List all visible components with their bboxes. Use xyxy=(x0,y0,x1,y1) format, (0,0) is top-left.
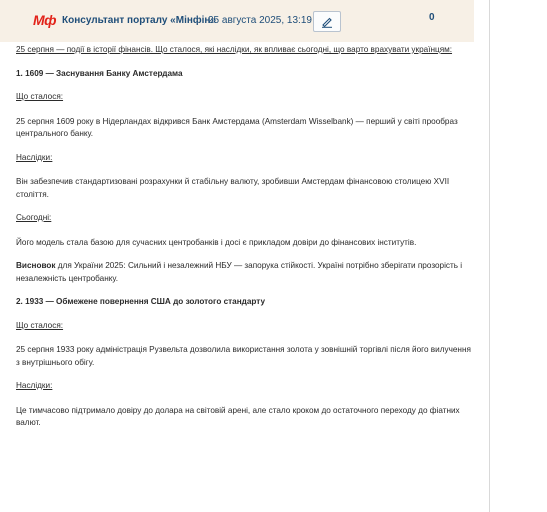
s1-today-text: Його модель стала базою для сучасних центробанків і досі є прикладом довіри до фінансових інститутів. xyxy=(16,237,417,247)
s2-what-text: 25 серпня 1933 року адміністрація Рузвельта дозволила використання золота у зовнішній торгівлі після його вилучення з внутрішнього обігу. xyxy=(16,345,471,367)
s2-what-label: Що сталося: xyxy=(16,320,64,330)
conclusion-text: для України 2025: Сильний і незалежний НБУ — запорука стійкості. Україні потрібно зберігати прозорість і незалежність центробанку. xyxy=(16,261,463,283)
s1-what-label: Що сталося: xyxy=(16,92,64,101)
section-2-title: 2. 1933 — Обмежене повернення США до золотого стандарту xyxy=(16,297,266,306)
s2-consequences-text: Це тимчасово підтримало довіру до долара на світовій арені, але стало кроком до остаточного переходу до фіатних валют. xyxy=(16,405,460,427)
s2-consequences-label: Наслідки: xyxy=(16,381,53,390)
pencil-icon xyxy=(320,16,334,28)
conclusion-label: Висновок xyxy=(16,261,56,270)
s1-today-label: Сьогодні: xyxy=(16,213,52,222)
comment-counter: 0 xyxy=(429,12,435,23)
edit-button[interactable] xyxy=(313,11,341,32)
comment-header xyxy=(0,0,474,42)
minfin-logo: Мф xyxy=(33,12,57,28)
comment-body xyxy=(16,44,476,430)
section-1-title: 1. 1609 — Заснування Банку Амстердама xyxy=(16,68,183,78)
author-name[interactable]: Консультант порталу «Мінфін» xyxy=(62,15,217,26)
s1-conclusion xyxy=(16,260,476,285)
s1-consequences-text: Він забезпечив стандартизовані розрахунки й стабільну валюту, зробивши Амстердам фінансовою столицею XVII століття. xyxy=(16,177,450,199)
scroll-area[interactable] xyxy=(478,42,486,512)
post-date: 25 августа 2025, 13:19 xyxy=(208,15,312,26)
intro-text: 25 серпня — події в історії фінансів. Що сталося, які наслідки, як впливає сьогодні, що варто врахувати українцям: xyxy=(16,45,453,54)
s1-what-text: 25 серпня 1609 року в Нідерландах відкрився Банк Амстердама (Amsterdam Wisselbank) — перший у світі прообраз центрального банку. xyxy=(16,116,458,138)
s1-consequences-label: Наслідки: xyxy=(16,152,53,162)
